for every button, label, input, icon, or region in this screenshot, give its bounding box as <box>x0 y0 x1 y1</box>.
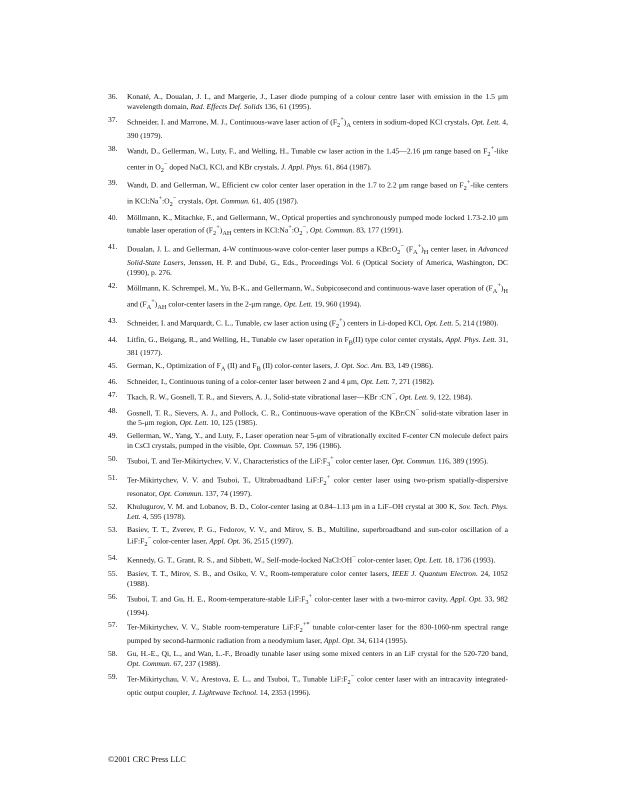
reference-item <box>108 620 508 646</box>
reference-text: Doualan, J. L. and Gellerman, 4-W continuous-wave color-center laser pumps a $KBr:O_2^-$ $(F_A^+)_H$ center laser, in Advanced Solid-State Lasers, Jenssen, H. P. and Dubé, G., Eds., Proceedings Vol. 6 (Optical Society of America, Washington, DC (1990), p. 276. <box>127 243 508 277</box>
reference-number: 56. <box>108 591 118 601</box>
reference-text: Tkach, R. W., Gosnell, T. R., and Sievers, A. J., Solid-state vibrational laser—KBr :CN−, Opt. Lett. 9, 122, 1984). <box>127 391 473 402</box>
reference-number: 54. <box>108 553 118 563</box>
reference-number: 37. <box>108 114 118 124</box>
reference-text: Tsuboi, T. and Ter-Mikirtychev, V. V., Characteristics of the $LiF:F_3^+$ color center laser, Opt. Commun. 116, 389 (1995). <box>127 454 489 469</box>
reference-item <box>108 431 508 451</box>
reference-item <box>108 361 508 374</box>
reference-number: 57. <box>108 620 118 630</box>
reference-number: 39. <box>108 178 118 188</box>
reference-number: 38. <box>108 143 118 153</box>
reference-item <box>108 316 508 332</box>
reference-number: 46. <box>108 377 118 387</box>
reference-item <box>108 569 508 589</box>
reference-item <box>108 390 508 402</box>
reference-item <box>108 178 508 210</box>
reference-text: Konaté, A., Doualan, J. I., and Margerie, J., Laser diode pumping of a colour centre laser with emission in the 1.5 μm wavelength domain, Rad. Effects Def. Solids 136, 61 (1995). <box>127 92 508 111</box>
reference-item <box>108 553 508 565</box>
reference-item <box>108 592 508 618</box>
reference-text: Ter-Mikirtychev, V. V. and Tsuboi, T., Ultrabroadband $LiF:F_2^+$ color center laser using two-prism spatially-dispersive resonator, Opt. Commun. 137, 74 (1997). <box>127 473 508 498</box>
reference-item <box>108 144 508 176</box>
reference-item <box>108 649 508 669</box>
reference-number: 50. <box>108 453 118 463</box>
reference-text: Schneider, I. and Marquardt, C. L., Tunable, cw laser action using $(F_2^+)$ centers in Li-doped KCl, Opt. Lett. 5, 214 (1980). <box>127 316 499 330</box>
reference-text: Schneider, I. and Marrone, M. J., Continuous-wave laser action of $(F_2^+)_A$ centers in sodium-doped KCl crystals, Opt. Lett. 4, 390 (1979). <box>127 115 508 140</box>
reference-text: Gellerman, W., Yang, Y., and Luty, F., Laser operation near 5-μm of vibrationally excited F-center CN molecule defect pairs in CsCl crystals, pumped in the visible, Opt. Commun. 57, 196 (1986). <box>127 431 508 451</box>
reference-item <box>108 525 508 551</box>
reference-text: Gosnell, T. R., Sievers, A. J., and Pollock, C. R., Continuous-wave operation of the KBr:CN− solid-state vibration laser in the 5-μm region, Opt. Lett. 10, 125 (1985). <box>127 406 508 428</box>
reference-item <box>108 502 508 522</box>
reference-number: 55. <box>108 568 118 578</box>
reference-list <box>108 92 508 701</box>
reference-item <box>108 335 508 358</box>
reference-number: 59. <box>108 672 118 682</box>
reference-text: Möllmann, K., Mitachke, F., and Gellermann, W., Optical properties and synchronously pumped mode locked 1.73-2.10 μm tunable laser operation of $(F_2^+)_{AH}$ centers in $KCl:Na^+:O_2^-$, Opt. Commun. 83, 177 (1991). <box>127 213 508 238</box>
reference-number: 52. <box>108 501 118 511</box>
reference-item <box>108 406 508 428</box>
reference-item <box>108 672 508 698</box>
reference-text: Kennedy, G. T., Grant, R. S., and Sibbett, W., Self-mode-locked NaCl:OH− color-center laser, Opt. Lett. 18, 1736 (1993). <box>127 554 496 565</box>
reference-number: 49. <box>108 431 118 441</box>
reference-text: Ter-Mikirtychau, V. V., Arestova, E. L., and Tsuboi, T., Tunable $LiF:F_2^-$ color center laser with an intracavity integrated-optic output coupler, J. Lightwave Technol. 14, 2353 (1996). <box>127 673 508 697</box>
reference-number: 45. <box>108 361 118 371</box>
reference-text: Wandt, D. and Gellerman, W., Efficient cw color center laser operation in the 1.7 to 2.2 μm range based on $F_2^+$-like centers in $KCl:Na^+:O_2^-$ crystals, Opt. Commun. 61, 405 (1987). <box>127 179 508 209</box>
reference-item <box>108 242 508 278</box>
reference-number: 47. <box>108 390 118 400</box>
reference-text: Basiev, T. T., Mirov, S. B., and Osiko, V. V., Room-temperature color center lasers, IEEE J. Quantum Electron. 24, 1052 (1988). <box>127 568 508 588</box>
reference-text: Khulugurov, V. M. and Lobanov, B. D., Color-center lasing at 0.84–1.13 μm in a LiF–OH crystal at 300 K, Sov. Tech. Phys. Lett. 4, 595 (1978). <box>127 501 508 521</box>
reference-item <box>108 454 508 470</box>
reference-text: Gu, H.-E., Qi, L., and Wan, L.-F., Broadly tunable laser using some mixed centers in an LiF crystal for the 520-720 band, Opt. Commun. 67, 237 (1988). <box>127 649 508 669</box>
reference-number: 58. <box>108 649 118 659</box>
reference-text: Schneider, I., Continuous tuning of a color-center laser between 2 and 4 μm, Opt. Lett. 7, 271 (1982). <box>127 377 435 387</box>
reference-text: Wandt, D., Gellerman, W., Luty, F., and Welling, H., Tunable cw laser action in the 1.45—2.16 μm range based on $F_2^+$-like center in $O_2^-$ doped NaCl, KCl, and KBr crystals, J. Appl. Phys. 61, 864 (1987). <box>127 144 508 174</box>
reference-item <box>108 473 508 499</box>
reference-text: Möllmann, K. Schrempel, M., Yu, B-K., and Gellermann, W., Subpicosecond and continuous-wave laser operation of $(F_A^+)_H$ and $(F_A^+)_{AH}$ color-center lasers in the 2-μm range, Opt. Lett. 19, 960 (1994). <box>127 281 508 311</box>
reference-text: Ter-Mikirtychev, V. V., Stable room-temperature $LiF:F_2^{+*}$ tunable color-center laser for the 830-1060-nm spectral range pumped by second-harmonic radiation from a neodymium laser, Appl. Opt. 34, 6114 (1995). <box>127 621 508 646</box>
reference-number: 44. <box>108 334 118 344</box>
reference-number: 43. <box>108 315 118 325</box>
reference-number: 41. <box>108 242 118 252</box>
reference-text: Tsuboi, T. and Gu, H. E., Room-temperature-stable $LiF:F_3^+$ color-center laser with a two-mirror cavity, Appl. Opt. 33, 982 (1994). <box>127 592 508 617</box>
reference-text: Basiev, T. T., Zverev, P. G., Fedorov, V. V., and Mirov, S. B., Multiline, superbroadband and sun-color oscillation of a $LiF:F_2^-$ color-center laser, Appl. Opt. 36, 2515 (1997). <box>127 524 508 549</box>
reference-number: 53. <box>108 524 118 534</box>
reference-item <box>108 377 508 387</box>
reference-number: 48. <box>108 405 118 415</box>
reference-item <box>108 281 508 313</box>
reference-number: 51. <box>108 472 118 482</box>
copyright-footer: ©2001 CRC Press LLC <box>108 755 186 764</box>
reference-text: Litfin, G., Beigang, R., and Welling, H., Tunable cw laser operation in $F_B(II)$ type color center crystals, Appl. Phys. Lett. 31, 381 (1977). <box>127 334 508 358</box>
reference-text: German, K., Optimization of $F_A$ (II) and $F_B$ (II) color-center lasers, J. Opt. Soc. Am. B3, 149 (1986). <box>127 361 434 373</box>
reference-item <box>108 92 508 112</box>
reference-number: 40. <box>108 213 118 223</box>
reference-item <box>108 213 508 239</box>
reference-item <box>108 115 508 141</box>
reference-number: 36. <box>108 92 118 101</box>
reference-number: 42. <box>108 280 118 290</box>
